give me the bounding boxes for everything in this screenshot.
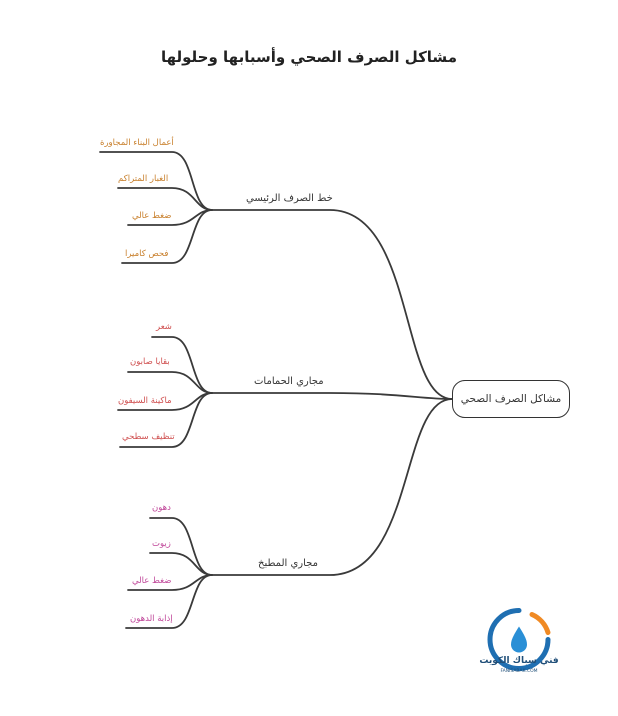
leaf-2-3[interactable]: ماكينة السيفون [118,396,172,406]
connector-root-branch-2 [212,393,452,399]
page-title: مشاكل الصرف الصحي وأسبابها وحلولها [160,48,457,66]
logo-name: فني سباك الكويت [479,656,559,666]
leaf-3-1[interactable]: دهون [152,503,171,513]
root-node[interactable]: مشاكل الصرف الصحي [452,380,570,418]
branch-label-3[interactable]: مجاري المطبخ [258,558,318,569]
leaf-1-4[interactable]: فحص كاميرا [125,249,169,259]
leaf-3-2[interactable]: زيوت [152,539,171,549]
connector-root-branch-1 [212,210,452,399]
leaf-3-4[interactable]: إذابة الدهون [130,614,173,624]
leaf-1-2[interactable]: الغبار المتراكم [118,174,169,184]
leaf-2-1[interactable]: شعر [156,322,172,332]
connector-root-branch-3 [212,399,452,575]
branch-label-1[interactable]: خط الصرف الرئيسي [246,193,333,204]
leaf-2-2[interactable]: بقايا صابون [130,357,170,367]
branch-label-2[interactable]: مجاري الحمامات [254,376,324,387]
logo-sub: FANISABAK.COM [500,669,538,674]
leaf-1-3[interactable]: ضغط عالي [132,211,172,221]
connector-leaf-3-2 [150,553,212,575]
leaf-2-4[interactable]: تنظيف سطحي [122,432,175,442]
leaf-1-1[interactable]: أعمال البناء المجاورة [100,138,174,148]
leaf-3-3[interactable]: ضغط عالي [132,576,172,586]
